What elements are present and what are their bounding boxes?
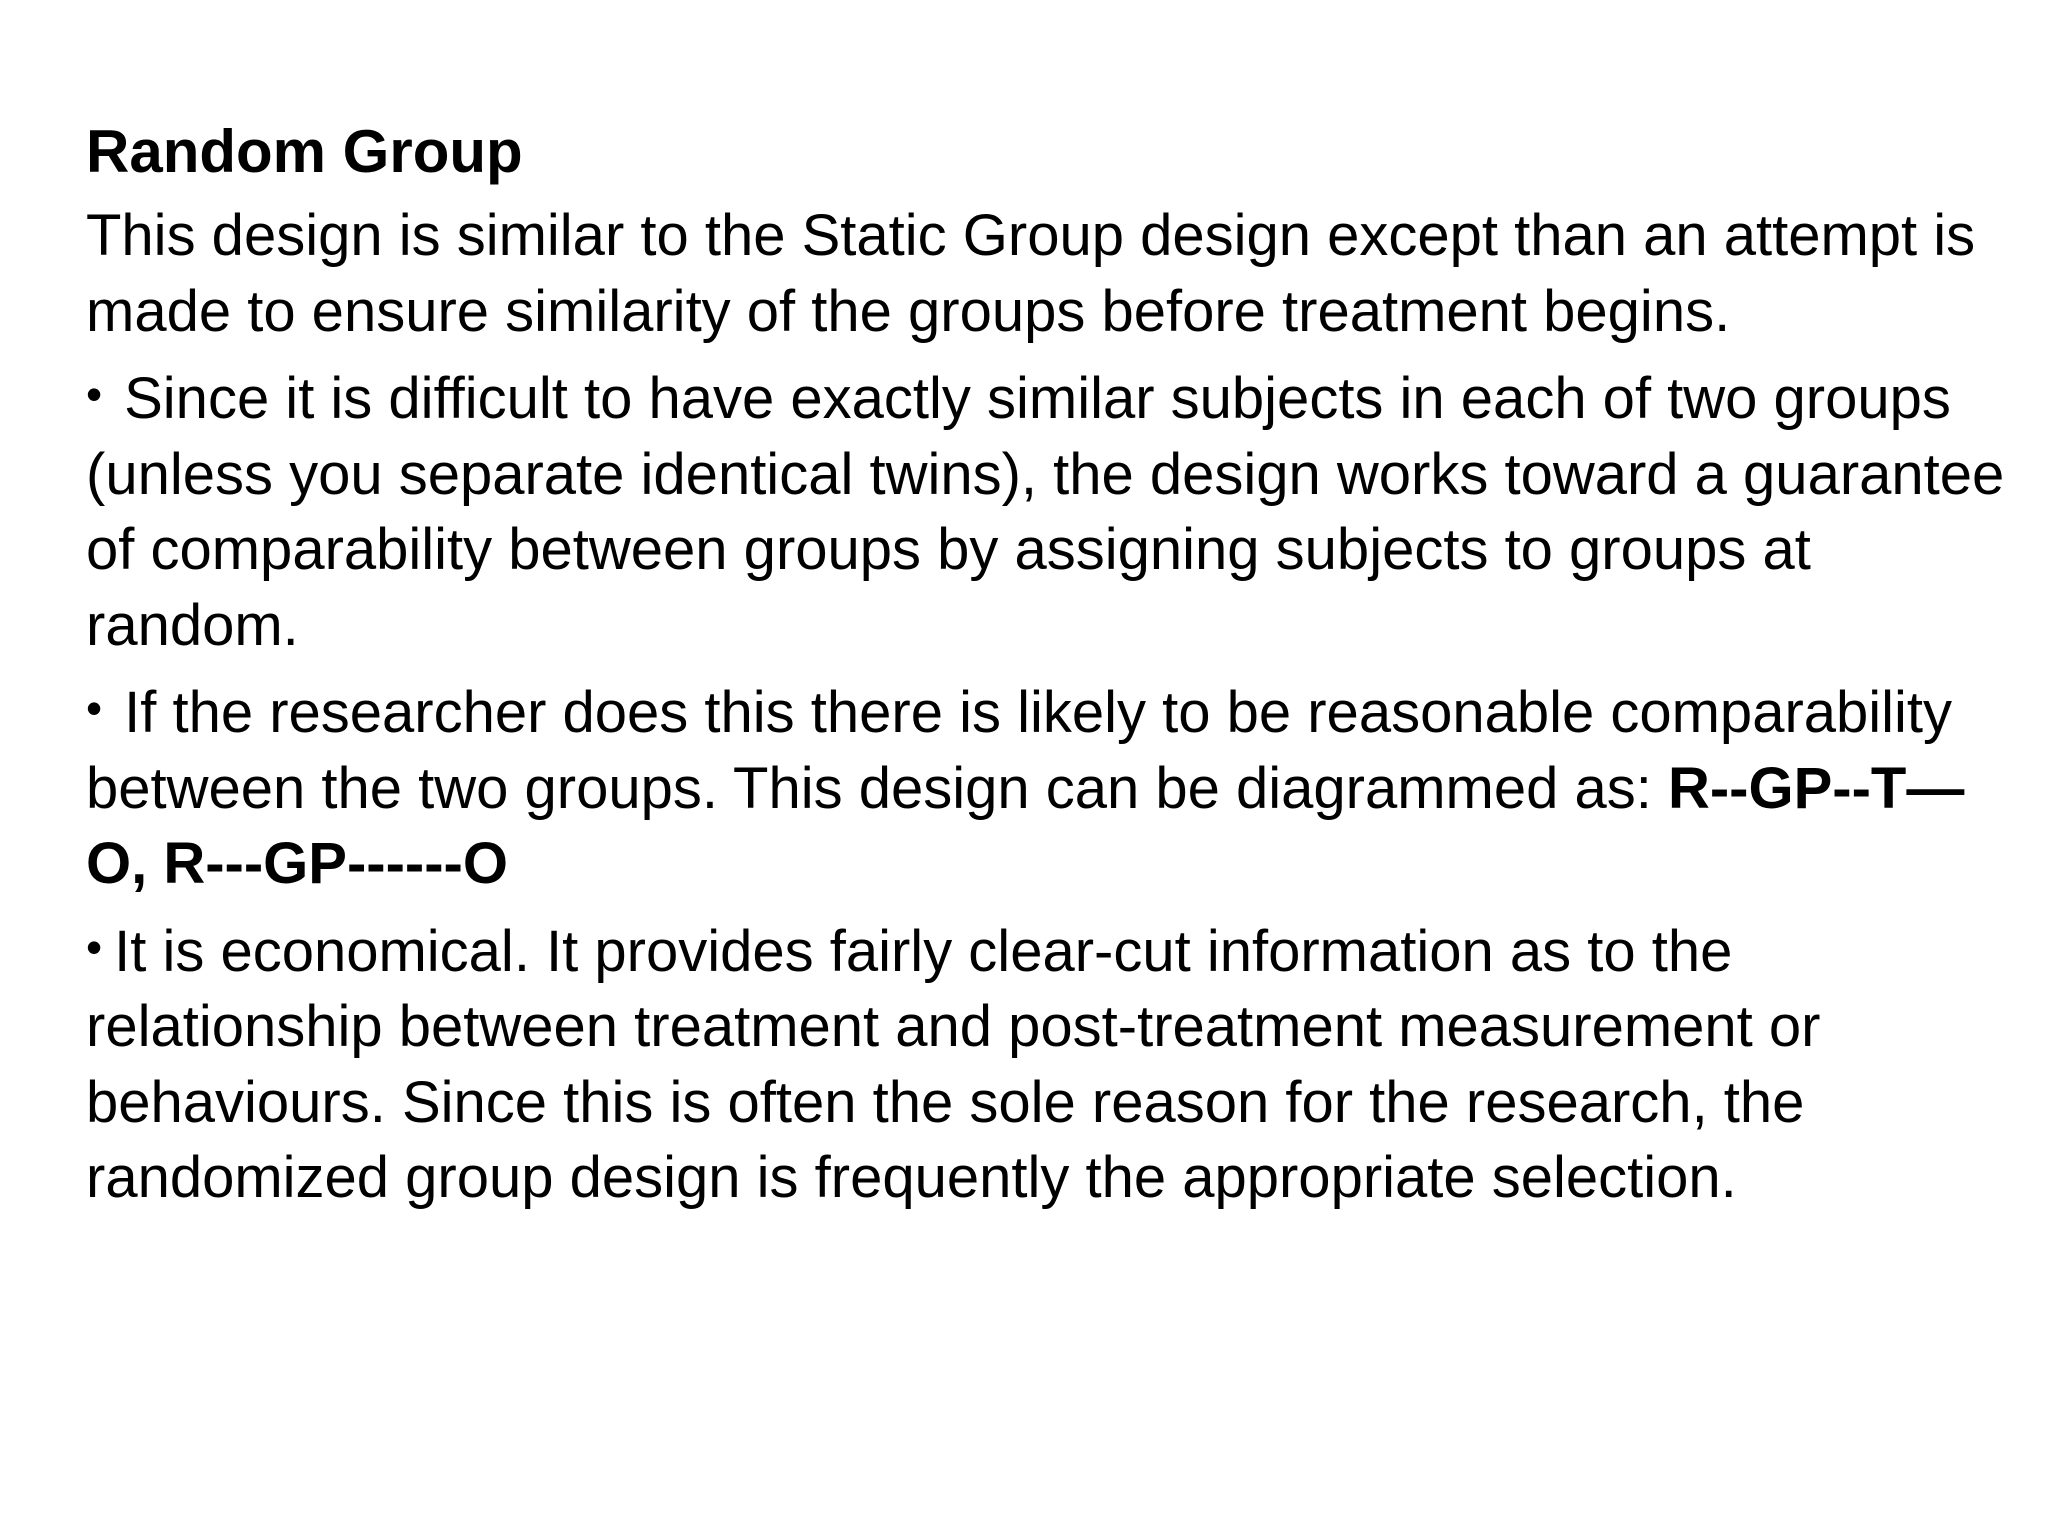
bullet-item-2 [86, 675, 2016, 902]
bullet-text: It is economical. It provides fairly clear-cut information as to the relationship between treatment and post-treatment measurement or behaviours. Since this is often the sole reason for the research, the randomized group design is frequently the appropriate selection. [86, 918, 1821, 1210]
slide-content [86, 112, 2016, 1228]
bullet-item-3 [86, 914, 2016, 1216]
bullet-item-1 [86, 361, 2016, 663]
slide-title: Random Group [86, 118, 523, 185]
bullet-icon: • [86, 682, 103, 734]
bullet-icon: • [86, 920, 103, 973]
design-diagram-notation: R--GP--T—O, R---GP------O [86, 755, 1965, 896]
intro-paragraph: This design is similar to the Static Group design except than an attempt is made to ensure similarity of the groups before treatment begins. [86, 203, 1976, 344]
bullet-text: Since it is difficult to have exactly similar subjects in each of two groups (unless you separate identical twins), the design works toward a guarantee of comparability between groups by assigning subjects to groups at random. [86, 366, 2005, 658]
bullet-icon: • [86, 368, 103, 420]
bullet-text: If the researcher does this there is likely to be reasonable comparability between the two groups. This design can be diagrammed as: [86, 680, 1953, 821]
